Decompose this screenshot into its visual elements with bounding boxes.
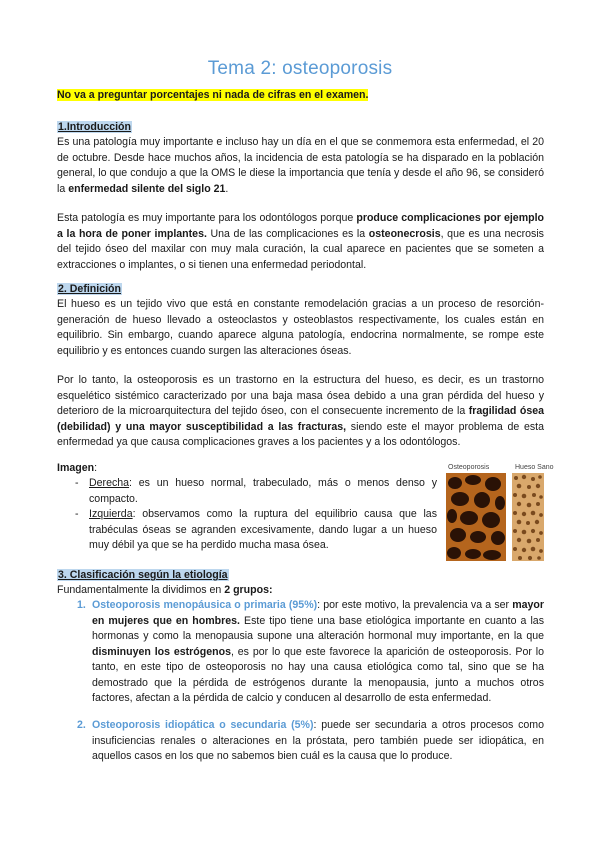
exam-warning [57,88,544,104]
etiology-group-1 [57,598,544,707]
section-1-heading: 1.Introducción [58,121,131,133]
list-dash: - [75,508,79,520]
text-run: Por lo tanto, la osteoporosis es un trastorno en la estructura del hueso, es decir, es un trastorno esquelético sistémico caracterizado por una baja masa ósea debido a una gran pérdida del hueso y deterioro de la microarquitectura del tejido óseo, con el consecuente incremento de la [57,374,544,417]
bold-text: 2 grupos: [224,584,273,596]
section-3-intro [57,583,544,599]
text-run: Una de las complicaciones es la [206,227,369,240]
text-run: Fundamentalmente la dividimos en [57,584,225,596]
exam-warning-text: No va a preguntar porcentajes ni nada de cifras en el examen. [57,89,369,101]
text-run: : por este motivo, la prevalencia va a ser [317,599,513,611]
list-item [57,507,437,554]
section-1-paragraph-1 [57,135,544,197]
osteoporosis-image-label: Osteoporosis [448,464,490,471]
text-run: , que es una necrosis del tejido óseo del maxilar con muy mala curación, la cual aparece en pacientes que se someten a extracciones o implantes, o si tienen una enfermedad periodontal. [57,227,544,271]
section-2-paragraph-1: El hueso es un tejido vivo que está en constante remodelación gracias a un proceso de resorción-generación de hueso llevado a osteoclastos y osteoblastos respectivamente, los cuales están en equilibrio. Sin embargo, cuando aparece alguna patología, endocrina normalmente, se rompe este equilibrio y es entonces cuando surgen las alteraciones óseas. [57,298,544,357]
image-description-list [57,476,437,554]
list-text: : es un hueso normal, trabeculado, más o menos denso y compacto. [89,477,437,505]
text-run: : puede ser secundaria a otros procesos como insuficiencias renales o alteraciones en la próstata, pero también puede ser idiopática, en aquellos casos en los que no sabemos bien cuál es la causa que lo produce. [92,719,544,762]
section-3-heading: 3. Clasificación según la etiología [58,569,228,581]
text-run: Es una patología muy importante e incluso hay un día en el que se conmemora esta enfermedad, el 20 de octubre. Desde hace muchos años, la incidencia de esta patología se ha disparado en la población general, lo que condujo a que la OMS le diese la importancia que tenía y desde el año 96, se consideró la [57,136,544,195]
healthy-bone-image [512,473,544,561]
section-3-heading-row [57,568,544,584]
list-dash: - [75,477,79,489]
list-term: Derecha [89,477,130,489]
etiology-group-2 [57,718,544,765]
text-run: siendo este el mayor problema de esta enfermedad ya que causa complicaciones graves a los pacientes y a los odontólogos. [57,420,544,448]
section-2-heading-row [57,282,544,298]
list-term: Izquierda [89,508,133,520]
section-2-paragraph-2 [57,373,544,451]
bold-text: mayor en mujeres que en hombres. [92,599,544,627]
list-item [57,598,544,707]
page-title: Tema 2: osteoporosis [207,58,393,79]
section-1-heading-row [57,120,544,136]
imagen-heading [57,461,437,477]
text-run: , es por lo que este favorece la aparición de osteoporosis. Por lo tanto, en este tipo de osteoporosis no hay una causa etiológica como tal, sino que se ha demostrado que la pérdida de estrógenos durante la menopausia, junto a muchos otros factores, afectan a la pérdida de calcio y conducen al desarrollo de esta enfermedad. [92,645,544,704]
list-item [57,718,544,765]
bold-text: fragilidad ósea (debilidad) y una mayor susceptibilidad a las fracturas, [57,405,544,433]
list-number: 1. [77,599,86,611]
text-run: . [225,182,229,195]
list-text: : observamos como la ruptura del equilibrio causa que las trabéculas óseas se agranden excesivamente, dando lugar a un hueso muy débil ya que se ha perdido mucha masa ósea. [89,508,437,551]
section-1-paragraph-2 [57,211,544,273]
group-title: Osteoporosis menopáusica o primaria (95%) [92,599,318,611]
section-2-heading: 2. Definición [58,283,121,295]
text-run: Este tipo tiene una base etiológica importante en cuanto a las hormonas y como la menopausia supone una alteración hormonal muy importante, en la que [92,614,544,642]
list-item [57,476,437,507]
group-title: Osteoporosis idiopática o secundaria (5%) [92,719,314,731]
text-run: : [94,462,98,474]
list-number: 2. [77,719,86,731]
imagen-label: Imagen [57,462,95,474]
text-run: Esta patología es muy importante para los odontólogos porque [57,212,357,224]
osteoporotic-bone-image [446,473,506,561]
bold-text: enfermedad silente del siglo 21 [68,182,226,195]
bold-text: osteonecrosis [368,227,441,240]
healthy-bone-image-label: Hueso Sano [515,464,554,471]
bold-text: produce complicaciones por ejemplo a la hora de poner implantes. [57,212,544,240]
bold-text: disminuyen los estrógenos [92,645,231,658]
